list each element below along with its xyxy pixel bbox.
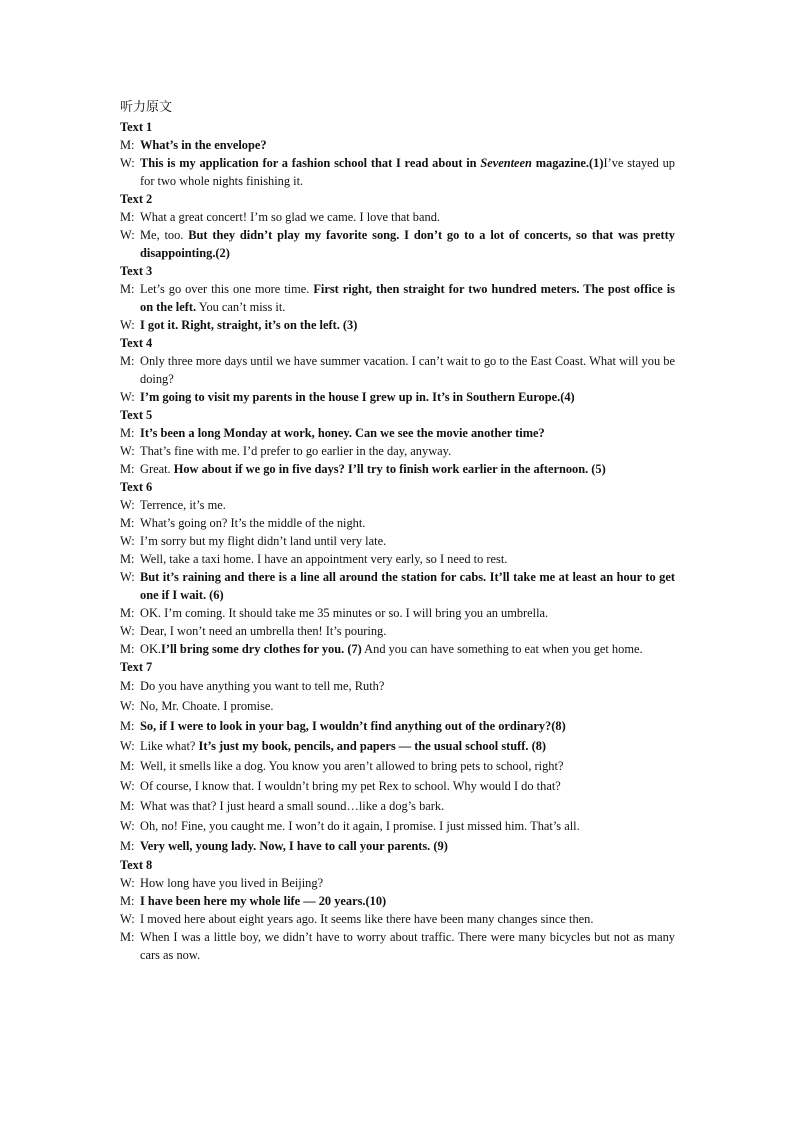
bold-answer-text: Seventeen (480, 156, 532, 170)
dialogue-line (120, 716, 675, 736)
speaker-label: W: (120, 912, 135, 926)
bold-answer-text: Very well, young lady. Now, I have to call your parents. (9) (140, 839, 448, 853)
dialogue-text: No, Mr. Choate. I promise. (140, 699, 274, 713)
speaker-label: W: (120, 390, 135, 404)
text-section (120, 478, 675, 658)
text-heading: Text 1 (120, 120, 153, 134)
dialogue-line (120, 736, 675, 756)
bold-answer-text: This is my application for a fashion school that I read about in (140, 156, 481, 170)
text-heading: Text 6 (120, 480, 153, 494)
text-heading: Text 5 (120, 408, 153, 422)
speaker-label: W: (120, 779, 135, 793)
speaker-label: M: (120, 282, 135, 296)
dialogue-line (120, 892, 675, 910)
dialogue-line (120, 604, 675, 622)
bold-answer-text: I got it. Right, straight, it’s on the left. (3) (140, 318, 358, 332)
dialogue-line (120, 388, 675, 406)
text-section (120, 190, 675, 262)
dialogue-text: I’m sorry but my flight didn’t land until very late. (140, 534, 387, 548)
speaker-label: W: (120, 699, 135, 713)
speaker-label: M: (120, 552, 135, 566)
bold-answer-text: I have been here my whole life — 20 years.(10) (140, 894, 387, 908)
dialogue-line (120, 928, 675, 964)
text-heading: Text 4 (120, 336, 153, 350)
text-section (120, 406, 675, 478)
dialogue-text: OK. (140, 642, 161, 656)
dialogue-text: I’ve stayed up for two whole nights finishing it. (140, 156, 675, 188)
bold-answer-text: But it’s raining and there is a line all around the station for cabs. It’ll take me at least an hour to get one if I wait. (6) (140, 570, 675, 602)
speaker-label: W: (120, 534, 135, 548)
dialogue-text: Only three more days until we have summer vacation. I can’t wait to go to the East Coast. What will you be doing? (140, 354, 675, 386)
bold-answer-text: How about if we go in five days? I’ll try to finish work earlier in the afternoon. (5) (173, 462, 606, 476)
dialogue-line (120, 154, 675, 190)
speaker-label: M: (120, 354, 135, 368)
speaker-label: M: (120, 799, 135, 813)
dialogue-text: What’s going on? It’s the middle of the night. (140, 516, 366, 530)
speaker-label: W: (120, 228, 135, 242)
dialogue-line (120, 796, 675, 816)
dialogue-line (120, 776, 675, 796)
speaker-label: M: (120, 759, 135, 773)
text-section (120, 658, 675, 856)
dialogue-line (120, 696, 675, 716)
speaker-label: M: (120, 210, 135, 224)
dialogue-line (120, 622, 675, 640)
speaker-label: M: (120, 462, 135, 476)
transcript-page (120, 98, 675, 964)
dialogue-line (120, 676, 675, 696)
speaker-label: W: (120, 624, 135, 638)
dialogue-line (120, 460, 675, 478)
dialogue-line (120, 514, 675, 532)
speaker-label: M: (120, 894, 135, 908)
text-heading: Text 7 (120, 660, 153, 674)
dialogue-line (120, 424, 675, 442)
text-heading: Text 2 (120, 192, 153, 206)
bold-answer-text: magazine.(1) (531, 156, 604, 170)
bold-answer-text: I’ll bring some dry clothes for you. (7) (161, 642, 362, 656)
speaker-label: M: (120, 426, 135, 440)
bold-answer-text: So, if I were to look in your bag, I wouldn’t find anything out of the ordinary?(8) (140, 719, 566, 733)
bold-answer-text: I’m going to visit my parents in the house I grew up in. It’s in Southern Europe.(4) (140, 390, 575, 404)
dialogue-text: And you can have something to eat when you get home. (361, 642, 643, 656)
transcript-body (120, 118, 675, 964)
dialogue-text: How long have you lived in Beijing? (140, 876, 324, 890)
speaker-label: W: (120, 318, 135, 332)
dialogue-text: Do you have anything you want to tell me, Ruth? (140, 679, 385, 693)
dialogue-text: When I was a little boy, we didn’t have to worry about traffic. There were many bicycles but not as many cars as now. (140, 930, 675, 962)
dialogue-line (120, 442, 675, 460)
speaker-label: M: (120, 516, 135, 530)
bold-answer-text: What’s in the envelope? (140, 138, 267, 152)
dialogue-line (120, 532, 675, 550)
speaker-label: W: (120, 498, 135, 512)
speaker-label: W: (120, 156, 135, 170)
text-section (120, 334, 675, 406)
dialogue-line (120, 836, 675, 856)
dialogue-line (120, 550, 675, 568)
bold-answer-text: It’s been a long Monday at work, honey. Can we see the movie another time? (140, 426, 545, 440)
dialogue-text: I moved here about eight years ago. It seems like there have been many changes since then. (140, 912, 594, 926)
dialogue-text: Like what? (140, 739, 199, 753)
dialogue-line (120, 136, 675, 154)
speaker-label: M: (120, 679, 135, 693)
dialogue-text: Of course, I know that. I wouldn’t bring my pet Rex to school. Why would I do that? (140, 779, 561, 793)
dialogue-line (120, 640, 675, 658)
dialogue-text: Oh, no! Fine, you caught me. I won’t do it again, I promise. I just missed him. That’s all. (140, 819, 580, 833)
dialogue-line (120, 756, 675, 776)
speaker-label: W: (120, 444, 135, 458)
speaker-label: W: (120, 739, 135, 753)
dialogue-line (120, 280, 675, 316)
text-section (120, 262, 675, 334)
dialogue-line (120, 226, 675, 262)
bold-answer-text: First right, then straight for two hundred meters. The post office is on the left. (140, 282, 675, 314)
text-section (120, 856, 675, 964)
bold-answer-text: It’s just my book, pencils, and papers — the usual school stuff. (8) (198, 739, 547, 753)
speaker-label: M: (120, 138, 135, 152)
dialogue-text: Great. (140, 462, 174, 476)
dialogue-text: OK. I’m coming. It should take me 35 minutes or so. I will bring you an umbrella. (140, 606, 549, 620)
speaker-label: W: (120, 570, 135, 584)
speaker-label: M: (120, 606, 135, 620)
dialogue-line (120, 816, 675, 836)
dialogue-line (120, 208, 675, 226)
dialogue-text: What was that? I just heard a small sound…like a dog’s bark. (140, 799, 445, 813)
text-section (120, 118, 675, 190)
speaker-label: M: (120, 719, 135, 733)
dialogue-text: Terrence, it’s me. (140, 498, 226, 512)
text-heading: Text 3 (120, 264, 153, 278)
dialogue-text: That’s fine with me. I’d prefer to go earlier in the day, anyway. (140, 444, 452, 458)
dialogue-text: Well, take a taxi home. I have an appointment very early, so I need to rest. (140, 552, 508, 566)
dialogue-line (120, 568, 675, 604)
dialogue-line (120, 874, 675, 892)
dialogue-text: You can’t miss it. (196, 300, 286, 314)
dialogue-text: Well, it smells like a dog. You know you aren’t allowed to bring pets to school, right? (140, 759, 564, 773)
dialogue-text: Dear, I won’t need an umbrella then! It’s pouring. (140, 624, 387, 638)
speaker-label: W: (120, 819, 135, 833)
dialogue-line (120, 910, 675, 928)
dialogue-line (120, 496, 675, 514)
speaker-label: M: (120, 930, 135, 944)
dialogue-text: Me, too. (140, 228, 189, 242)
dialogue-line (120, 316, 675, 334)
dialogue-text: Let’s go over this one more time. (140, 282, 314, 296)
speaker-label: M: (120, 642, 135, 656)
text-heading: Text 8 (120, 858, 153, 872)
speaker-label: M: (120, 839, 135, 853)
page-title: 听力原文 (120, 100, 173, 115)
dialogue-line (120, 352, 675, 388)
bold-answer-text: But they didn’t play my favorite song. I don’t go to a lot of concerts, so that was pretty disappointing.(2) (140, 228, 676, 260)
dialogue-text: What a great concert! I’m so glad we came. I love that band. (140, 210, 440, 224)
speaker-label: W: (120, 876, 135, 890)
